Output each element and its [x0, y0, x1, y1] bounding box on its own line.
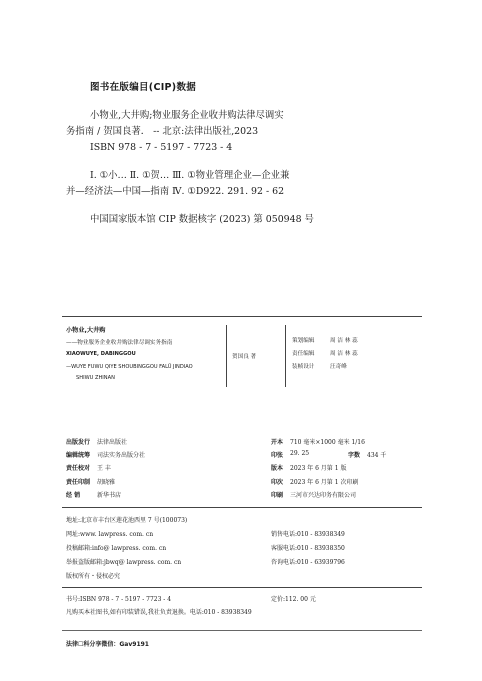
contact-submission-email: 投稿邮箱:info@ lawpress. com. cn — [66, 545, 167, 552]
contact-consult-phone: 咨询电话:010 - 63939796 — [271, 559, 345, 566]
pub-label-sheets: 印张 — [271, 452, 284, 459]
book-title-cn: 小物业,大井购 — [66, 327, 106, 334]
credits-top-rule — [62, 316, 422, 317]
pub-value-sheets: 29. 25 — [290, 450, 310, 457]
cip-title-line1: 小物业,大井购;物业服务企业收井购法律尽调实 — [90, 110, 284, 121]
footer-price: 定价:112. 00 元 — [271, 596, 316, 603]
contact-service-phone: 客服电话:010 - 83938350 — [271, 545, 345, 552]
role-name-designer: 汪奇峰 — [330, 364, 347, 370]
pub-label-format: 开本 — [271, 439, 284, 446]
contact-sales-phone: 销售电话:010 - 83938349 — [271, 531, 345, 538]
role-label-responsible-editor: 责任编辑 — [292, 351, 315, 357]
pub-value-editing: 司法实务出版分社 — [97, 452, 146, 459]
cip-title-line2: 务指南 / 贺国良著． -- 北京:法律出版社,2023 — [66, 126, 259, 137]
footer-rule — [62, 587, 422, 588]
pub-value-publisher: 法律出版社 — [97, 439, 128, 446]
pub-value-word-count: 434 千 — [367, 452, 387, 459]
contact-piracy-email: 举报盗版邮箱:jbwq@ lawpress. com. cn — [66, 559, 182, 566]
cip-subject-line1: Ⅰ. ①小… Ⅱ. ①贺… Ⅲ. ①物业管理企业—企业兼 — [90, 170, 290, 181]
cip-isbn: ISBN 978 - 7 - 5197 - 7723 - 4 — [90, 142, 233, 153]
contact-address: 地址:北京市丰台区莲花池西里 7 号(100073) — [66, 517, 188, 524]
pub-label-word-count: 字数 — [348, 452, 361, 459]
pub-label-edition: 版本 — [271, 465, 284, 472]
author-credit: 贺国良 著 — [232, 354, 257, 360]
credits-divider-left — [226, 325, 227, 387]
pub-value-proofreader: 王 丰 — [97, 465, 111, 472]
pub-label-impression: 印次 — [271, 479, 284, 486]
contact-website: 网址:www. lawpress. com. cn — [66, 531, 154, 538]
book-subtitle-cn: ——物业服务企业收井购法律尽调实务指南 — [66, 340, 173, 346]
rights-notice: 版权所有・侵权必究 — [66, 573, 121, 580]
pub-value-format: 710 毫米×1000 毫米 1/16 — [290, 439, 365, 446]
book-title-pinyin: XIAOWUYE, DABINGGOU — [66, 351, 136, 357]
cip-heading: 图书在版编目(CIP)数据 — [90, 82, 197, 93]
pub-label-printing-manager: 责任印制 — [66, 479, 91, 486]
footer-book-number: 书号:ISBN 978 - 7 - 5197 - 7723 - 4 — [66, 596, 172, 603]
wechat-note: 法律☐科分享微信：Gav9191 — [66, 641, 149, 648]
pub-value-distributor: 新华书店 — [97, 492, 122, 499]
footer-return-notice: 凡购买本社图书,如有印装错误,我社负责退换。电话:010 - 83938349 — [66, 609, 252, 616]
role-name-planning-editor: 周 洁 林 蕊 — [330, 338, 358, 344]
role-label-designer: 装帧设计 — [292, 364, 315, 370]
pub-value-printer: 三河市兴达印务有限公司 — [290, 492, 357, 499]
bottom-rule — [62, 630, 422, 631]
credits-divider-right — [285, 325, 286, 387]
book-subtitle-pinyin-1: —WUYE FUWU QIYE SHOUBINGGOU FALÜ JINDIAO — [66, 364, 193, 370]
pub-label-editing: 编辑统筹 — [66, 452, 91, 459]
role-name-responsible-editor: 周 洁 林 蕊 — [330, 351, 358, 357]
pub-label-printer: 印刷 — [271, 492, 284, 499]
pub-value-printing-manager: 胡晓雅 — [97, 479, 116, 486]
pub-value-impression: 2023 年 6 月第 1 次印刷 — [290, 479, 359, 486]
pub-rule — [62, 507, 422, 508]
cip-library-number: 中国国家版本馆 CIP 数据核字 (2023) 第 050948 号 — [90, 214, 314, 225]
pub-label-proofreader: 责任校对 — [66, 465, 91, 472]
role-label-planning-editor: 策划编辑 — [292, 338, 315, 344]
pub-label-publisher: 出版发行 — [66, 439, 91, 446]
cip-subject-line2: 并—经济法—中国—指南 Ⅳ. ①D922. 291. 92 - 62 — [66, 186, 285, 197]
pub-value-edition: 2023 年 6 月第 1 版 — [290, 465, 347, 472]
pub-label-distributor: 经 销 — [66, 492, 81, 499]
book-subtitle-pinyin-2: SHIWU ZHINAN — [76, 375, 115, 381]
